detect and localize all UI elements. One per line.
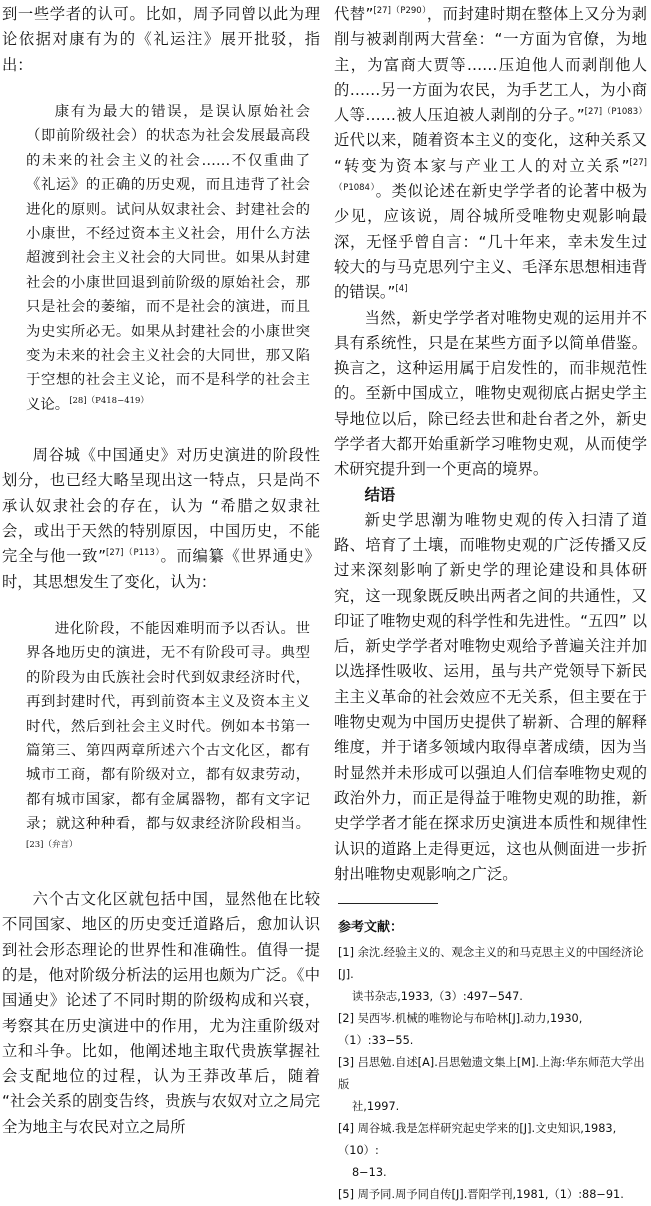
paragraph-text: ，而封建时期在整体上又分为剥削与被剥削两大营垒：“一方面为官僚，为地主，为富商大贾等……压迫他人而剥削他人的……另一方面为农民，为手艺工人，为小商人等……被人压迫被人剥削的分子。” <box>334 5 647 125</box>
references-list <box>334 942 647 1206</box>
citation: [28]（P418−419） <box>69 395 149 406</box>
citation: [27]（P1083） <box>584 107 647 118</box>
reference-item: [2] 吴西岑.机械的唯物论与布哈林[J].动力,1930,（1）:33−55. <box>338 1012 583 1048</box>
citation: [27]（P290） <box>373 5 427 16</box>
citation: [4] <box>395 284 408 295</box>
citation: [27]（P113） <box>106 548 161 559</box>
body-paragraph: 到一些学者的认可。比如，周予同曾以此为理论依据对康有为的《礼运注》展开批驳，指出： <box>2 5 320 74</box>
reference-item: [1] 余沈.经验主义的、观念主义的和马克思主义的中国经济论[J]. 读书杂志,1933,（3）:497−547. <box>338 946 644 1004</box>
references-divider <box>338 903 438 904</box>
quote-text: 进化阶段，不能因难明而予以否认。世界各地历史的演进，无不有阶段可寻。典型的阶段为由氏族社会时代到奴隶经济时代，再到封建时代，再到前资本主义及资本主义时代，然后到社会主义时代。例如本书第一篇第三、第四两章所述六个古文化区，都有城市工商，都有阶级对立，都有奴隶劳动，都有城市国家，都有金属器物，都有文字记录；就这种种看，都与奴隶经济阶段相当。 <box>26 620 310 833</box>
paragraph-text: 周谷城《中国通史》对历史演进的阶段性划分，也已经大略呈现出这一特点，只是尚不承认奴隶社会的存在，认为 “希腊之奴隶社会，或出于天然的特别原因，中国历史，不能完全与他一致” <box>2 446 320 566</box>
reference-item: [5] 周予同.周予同自传[J].晋阳学刊,1981,（1）:88−91. <box>338 1188 624 1202</box>
body-paragraph: 当然，新史学学者对唯物史观的运用并不具有系统性，只是在某些方面予以简单借鉴。换言之，这种运用属于启发性的，而非规范性的。至新中国成立，唯物史观彻底占据史学主导地位以后，除已经去世和赴台者之外，新史学学者大都开始重新学习唯物史观，从而使学术研究提升到一个更高的境界。 <box>334 308 647 479</box>
citation: [23]（弁言） <box>26 839 78 850</box>
citation: [27]（P1084） <box>334 157 647 193</box>
right-column <box>334 2 647 1206</box>
quote-text: 康有为最大的错误，是误认原始社会（即前阶级社会）的状态为社会发展最高段的未来的社会主义的社会……不仅重曲了《礼运》的正确的历史观，而且违背了社会进化的原则。试问从奴隶社会、封建社会的小康世，不经过资本主义社会，用什么方法超渡到社会主义社会的大同世。如果从封建社会的小康世回退到前阶级的原始社会，那只是社会的萎缩，而不是社会的演进，而且为史实所必无。如果从封建社会的小康世突变为未来的社会主义社会的大同世，那又陷于空想的社会主义论，而不是科学的社会主义论。 <box>26 103 310 413</box>
reference-item: [4] 周谷城.我是怎样研究起史学来的[J].文史知识,1983,（10）: 8−13. <box>338 1122 617 1180</box>
paragraph-text: 代替” <box>334 5 374 23</box>
paragraph-text: 。而编纂《世界通史》时，其思想发生了变化，认为： <box>2 547 320 591</box>
body-paragraph: 六个古文化区就包括中国，显然他在比较不同国家、地区的历史变迁道路后，愈加认识到社会形态理论的世界性和准确性。值得一提的是，他对阶级分析法的运用也颇为广泛。《中国通史》论述了不同时期的阶级构成和兴衰，考察其在历史演进中的作用，尤为注重阶级对立和斗争。比如，他阐述地主取代贵族掌握社会支配地位的过程，认为王莽改革后，随着 “社会关系的剧变告终，贵族与农奴对立之局完全为地主与农民对立之局所 <box>2 890 320 1136</box>
block-quote <box>2 617 320 861</box>
body-paragraph <box>334 2 647 306</box>
left-column <box>2 2 320 1140</box>
reference-item: [3] 吕思勉.自述[A].吕思勉遗文集上[M].上海:华东师范大学出版 社,1997. <box>338 1056 645 1114</box>
block-quote <box>2 100 320 417</box>
paragraph-text: 。类似论述在新史学学者的论著中极为少见，应该说，周谷城所受唯物史观影响最深，无怪乎曾自言：“几十年来，幸未发生过较大的与马克思列宁主义、毛泽东思想相违背的错误。” <box>334 182 647 302</box>
section-heading: 结语 <box>364 485 396 504</box>
references-title: 参考文献： <box>338 920 404 936</box>
paragraph-text: 近代以来，随着资本主义的变化，这种关系又 “转变为资本家与产业工人的对立关系” <box>334 131 647 175</box>
body-paragraph <box>2 443 320 595</box>
body-paragraph: 新史学思潮为唯物史观的传入扫清了道路、培育了土壤，而唯物史观的广泛传播又反过来深刻影响了新史学的理论建设和具体研究，这一现象既反映出两者之间的共通性，又印证了唯物史观的科学性和先进性。“五四” 以后，新史学学者对唯物史观给予普遍关注并加以选择性吸收、运用，虽与共产党领导下新民主主义革命的社会效应不无关系，但主要在于唯物史观为中国历史提供了崭新、合理的解释维度，并于诸多领域内取得卓著成绩，因为当时显然并未形成可以强迫人们信奉唯物史观的政治外力，而正是得益于唯物史观的助推，新史学学者才能在探求历史演进本质性和规律性认识的道路上走得更远，这也从侧面进一步折射出唯物史观影响之广泛。 <box>334 510 647 883</box>
